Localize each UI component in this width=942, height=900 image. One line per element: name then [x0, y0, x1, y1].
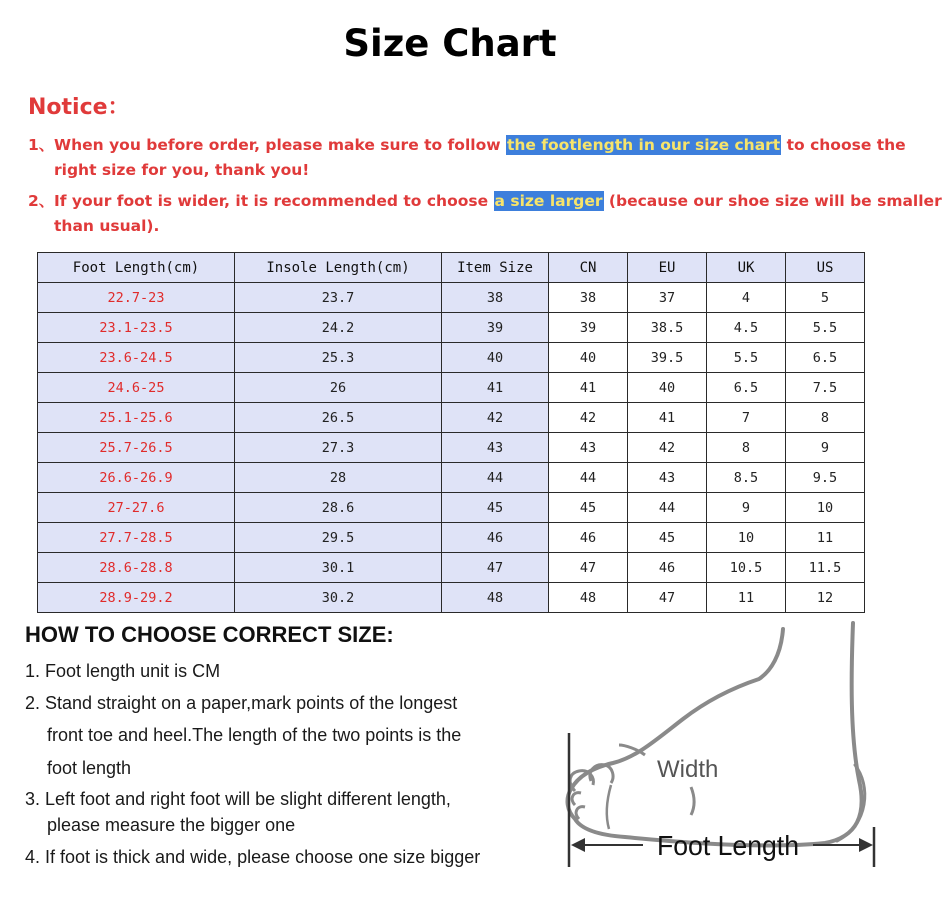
table-header-row: [38, 253, 865, 283]
table-cell: 44: [628, 493, 707, 523]
table-cell: 42: [628, 433, 707, 463]
howto-step-2-cont-2: foot length: [47, 758, 132, 778]
table-cell: 48: [442, 583, 549, 613]
table-row: [38, 283, 865, 313]
table-cell: 24.2: [235, 313, 442, 343]
notice-item-2-text-end: (because our shoe size will be smaller: [603, 192, 942, 210]
header-us: US: [786, 253, 865, 283]
header-cn: CN: [549, 253, 628, 283]
notice-item-2: [28, 189, 942, 211]
table-cell: 4: [707, 283, 786, 313]
notice-item-1-continuation: right size for you, thank you!: [54, 161, 310, 179]
table-cell: 5.5: [786, 313, 865, 343]
table-cell: 44: [549, 463, 628, 493]
table-row: [38, 403, 865, 433]
table-row: [38, 553, 865, 583]
table-cell: 23.1-23.5: [38, 313, 235, 343]
foot-outline-icon: [568, 623, 862, 845]
howto-heading: HOW TO CHOOSE CORRECT SIZE:: [25, 622, 394, 647]
toe-line-icon: [607, 785, 611, 829]
table-cell: 38: [549, 283, 628, 313]
table-cell: 9.5: [786, 463, 865, 493]
table-cell: 9: [707, 493, 786, 523]
notice-item-1-text: When you before order, please make sure to follow: [54, 136, 506, 154]
table-cell: 37: [628, 283, 707, 313]
table-cell: 5: [786, 283, 865, 313]
header-eu: EU: [628, 253, 707, 283]
table-cell: 40: [442, 343, 549, 373]
table-cell: 26.5: [235, 403, 442, 433]
table-cell: 10.5: [707, 553, 786, 583]
header-uk: UK: [707, 253, 786, 283]
table-cell: 7: [707, 403, 786, 433]
table-cell: 27-27.6: [38, 493, 235, 523]
notice-item-1: [28, 133, 906, 155]
table-cell: 5.5: [707, 343, 786, 373]
table-cell: 45: [549, 493, 628, 523]
table-cell: 11: [786, 523, 865, 553]
table-cell: 9: [786, 433, 865, 463]
table-cell: 42: [549, 403, 628, 433]
width-bottom-marker-icon: [691, 787, 694, 815]
foot-length-label: Foot Length: [657, 830, 799, 861]
table-row: [38, 373, 865, 403]
table-row: [38, 583, 865, 613]
notice-item-2-text: If your foot is wider, it is recommended to choose: [54, 192, 494, 210]
table-cell: 42: [442, 403, 549, 433]
table-cell: 27.7-28.5: [38, 523, 235, 553]
page-title: Size Chart: [343, 22, 557, 65]
table-cell: 23.6-24.5: [38, 343, 235, 373]
notice-item-1-highlight: the footlength in our size chart: [506, 136, 781, 154]
table-cell: 43: [628, 463, 707, 493]
header-item-size: Item Size: [442, 253, 549, 283]
table-cell: 8.5: [707, 463, 786, 493]
table-cell: 4.5: [707, 313, 786, 343]
table-cell: 10: [786, 493, 865, 523]
table-cell: 11.5: [786, 553, 865, 583]
toe-icon: [576, 807, 585, 819]
table-row: [38, 433, 865, 463]
table-cell: 23.7: [235, 283, 442, 313]
size-table: [37, 252, 865, 613]
table-cell: 25.3: [235, 343, 442, 373]
table-cell: 6.5: [786, 343, 865, 373]
table-cell: 48: [549, 583, 628, 613]
howto-step-2-cont: front toe and heel.The length of the two points is the: [47, 725, 462, 745]
arrow-right-icon: [859, 838, 873, 852]
table-cell: 8: [786, 403, 865, 433]
table-cell: 40: [549, 343, 628, 373]
foot-diagram: [545, 615, 885, 875]
table-cell: 38.5: [628, 313, 707, 343]
table-cell: 47: [628, 583, 707, 613]
table-cell: 39: [549, 313, 628, 343]
table-cell: 12: [786, 583, 865, 613]
table-cell: 47: [549, 553, 628, 583]
howto-step-3: 3. Left foot and right foot will be slight different length,: [25, 789, 451, 809]
table-cell: 25.1-25.6: [38, 403, 235, 433]
header-insole-length: Insole Length(cm): [235, 253, 442, 283]
table-cell: 45: [628, 523, 707, 553]
table-cell: 8: [707, 433, 786, 463]
table-cell: 6.5: [707, 373, 786, 403]
table-cell: 28.9-29.2: [38, 583, 235, 613]
notice-item-2-highlight: a size larger: [494, 192, 603, 210]
table-cell: 28.6: [235, 493, 442, 523]
howto-step-3-cont: please measure the bigger one: [47, 815, 296, 835]
notice-item-2-continuation: than usual).: [54, 217, 160, 235]
table-cell: 39.5: [628, 343, 707, 373]
table-cell: 22.7-23: [38, 283, 235, 313]
table-row: [38, 523, 865, 553]
table-cell: 41: [549, 373, 628, 403]
header-foot-length: Foot Length(cm): [38, 253, 235, 283]
notice-item-1-text-end: to choose the: [781, 136, 906, 154]
table-cell: 10: [707, 523, 786, 553]
table-cell: 27.3: [235, 433, 442, 463]
table-cell: 44: [442, 463, 549, 493]
table-cell: 46: [628, 553, 707, 583]
table-cell: 30.1: [235, 553, 442, 583]
table-cell: 43: [442, 433, 549, 463]
notice-item-1-number: 1、: [28, 136, 55, 154]
table-cell: 24.6-25: [38, 373, 235, 403]
table-cell: 40: [628, 373, 707, 403]
table-cell: 38: [442, 283, 549, 313]
table-cell: 25.7-26.5: [38, 433, 235, 463]
table-cell: 29.5: [235, 523, 442, 553]
table-cell: 45: [442, 493, 549, 523]
table-row: [38, 343, 865, 373]
table-cell: 28: [235, 463, 442, 493]
table-row: [38, 463, 865, 493]
table-cell: 47: [442, 553, 549, 583]
table-cell: 28.6-28.8: [38, 553, 235, 583]
howto-step-1: 1. Foot length unit is CM: [25, 661, 221, 681]
table-cell: 26.6-26.9: [38, 463, 235, 493]
howto-step-2: 2. Stand straight on a paper,mark points of the longest: [25, 693, 458, 713]
table-row: [38, 493, 865, 523]
notice-item-2-number: 2、: [28, 192, 55, 210]
table-cell: 46: [442, 523, 549, 553]
table-cell: 39: [442, 313, 549, 343]
table-cell: 11: [707, 583, 786, 613]
toe-icon: [572, 793, 581, 805]
arrow-left-icon: [571, 838, 585, 852]
table-row: [38, 313, 865, 343]
table-cell: 7.5: [786, 373, 865, 403]
notice-heading: Notice：: [28, 95, 130, 120]
table-cell: 30.2: [235, 583, 442, 613]
table-cell: 41: [628, 403, 707, 433]
howto-step-4: 4. If foot is thick and wide, please choose one size bigger: [25, 847, 481, 867]
table-cell: 46: [549, 523, 628, 553]
table-cell: 41: [442, 373, 549, 403]
width-label: Width: [657, 756, 719, 783]
table-cell: 26: [235, 373, 442, 403]
table-cell: 43: [549, 433, 628, 463]
